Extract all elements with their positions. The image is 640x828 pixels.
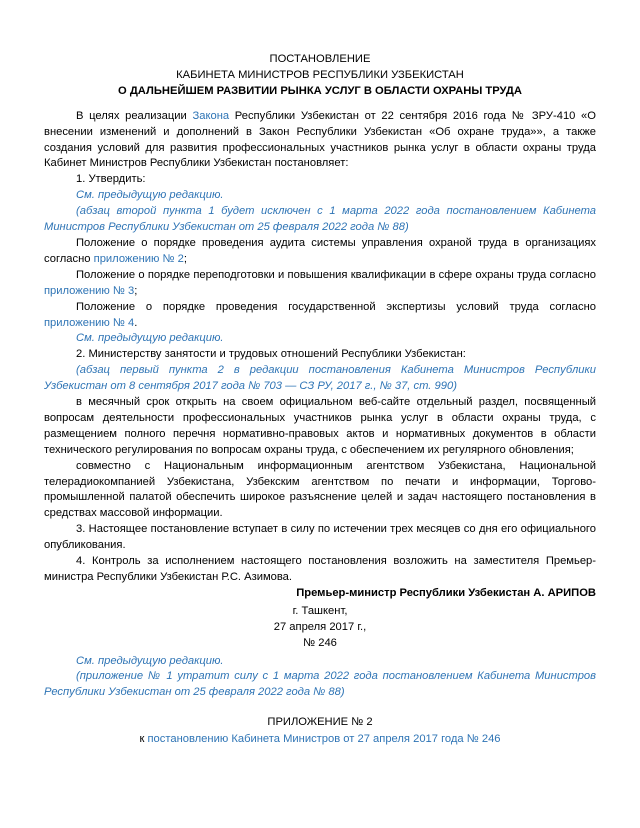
provision-expertise-text: Положение о порядке проведения государственной экспертизы условий труда согласно [76,300,596,313]
appendix-resolution-link[interactable]: постановлению Кабинета Министров от 27 апреля 2017 года № 246 [147,733,501,746]
signature-line: Премьер-министр Республики Узбекистан А. АРИПОВ [296,586,596,599]
intro-paragraph [44,109,596,173]
appendix-void-part2: ) [340,686,345,699]
appendix-title: ПРИЛОЖЕНИЕ № 2 [267,716,373,729]
place-date-block [44,604,596,652]
appendix-subtitle [44,732,596,748]
provision-retrain-text: Положение о порядке переподготовки и повышения квалификации в сфере охраны труда согласно [76,268,596,281]
intro-part2: Республики Узбекистан от 22 сентября 2016 года № ЗРУ-410 «О внесении изменений и дополнений в Закон Республики Узбекистан «Об охране труда»», а также создания условий для развития профессиональных участников рынка услуг в области охраны труда Кабинет Министров Республики Узбекистан постановляет: [44,109,596,170]
provision-expertise [44,300,596,332]
title-line-1: ПОСТАНОВЛЕНИЕ [269,53,371,65]
appendix-sub-prefix: к [139,733,148,746]
item-3: 3. Настоящее постановление вступает в силу по истечении трех месяцев со дня его официального опубликования. [44,523,596,552]
appendix-void-note [44,669,596,701]
appendix-3-link[interactable]: приложению № 3 [44,284,135,297]
edition-note-part1: (абзац первый пункта 2 в редакции [76,364,309,377]
excluded-note-part1: (абзац второй пункта 1 будет исключен с 1 марта 2022 года [76,205,447,218]
place: г. Ташкент, [292,604,348,617]
item-4: 4. Контроль за исполнением настоящего постановления возложить на заместителя Премьер-министра Республики Узбекистан Р.С. Азимова. [44,555,596,583]
provision-retraining [44,268,596,300]
title-line-2: КАБИНЕТА МИНИСТРОВ РЕСПУБЛИКИ УЗБЕКИСТАН [176,68,464,81]
intro-part1: В целях реализации [76,109,193,122]
provision-expertise-tail: . [134,316,138,329]
paragraph-joint-media: совместно с Национальным информационным агентством Узбекистана, Национальной телерадиокомпанией Узбекистана, Узбекским агентством по печати и информации, Торгово-промышленной палатой обеспечить широкое разъяснение целей и задач настоящего постановления в средствах массовой информации. [44,459,596,520]
provision-retrain-tail: ; [134,284,138,297]
resolution-88-link-2[interactable]: постановлением Кабинета Министров Республики Узбекистан от 25 февраля 2022 года № 88 [44,670,596,699]
appendix-4-link[interactable]: приложению № 4 [44,316,135,329]
appendix-2-link[interactable]: приложению № 2 [93,252,184,265]
resolution-88-link[interactable]: постановлением Кабинета Министров Республики Узбекистан от 25 февраля 2022 года № 88 [44,205,596,234]
provision-audit [44,236,596,268]
excluded-note-part2: ) [404,221,409,234]
document-number: № 246 [303,636,337,649]
paragraph-monthly-term: в месячный срок открыть на своем официальном веб-сайте отдельный раздел, посвященный вопросам деятельности профессиональных участников рынка услуг в области охраны труда, с размещением полного перечня нормативно-правовых актов и нормативных документов в области технического регулирования по вопросам охраны труда, с обеспечением их регулярного обновления; [44,396,596,456]
title-line-3: О ДАЛЬНЕЙШЕМ РАЗВИТИИ РЫНКА УСЛУГ В ОБЛАСТИ ОХРАНЫ ТРУДА [118,84,522,97]
date: 27 апреля 2017 г., [273,620,367,633]
document-title-block [44,52,596,100]
law-link[interactable]: Закона [192,109,230,122]
provision-audit-text: Положение о порядке проведения аудита системы управления охраной труда в организациях согласно [44,236,596,265]
appendix-void-part1: (приложение № 1 утратит силу с 1 марта 2022 года [76,670,383,683]
edition-note-part2: — СЗ РУ, 2017 г., № 37, ст. 990) [282,380,457,393]
see-previous-edition-2[interactable]: См. предыдущую редакцию. [76,332,224,345]
item-2: 2. Министерству занятости и трудовых отношений Республики Узбекистан: [76,348,466,361]
edition-note [44,363,596,395]
see-previous-edition-1[interactable]: См. предыдущую редакцию. [76,189,224,202]
appendix-header [44,715,596,748]
item-1: 1. Утвердить: [76,173,146,186]
see-previous-edition-3[interactable]: См. предыдущую редакцию. [76,654,224,667]
provision-audit-tail: ; [183,252,187,265]
resolution-703-link[interactable]: постановления Кабинета Министров Республики Узбекистан от 8 сентября 2017 года № 703 [44,364,596,393]
excluded-paragraph-note [44,204,596,236]
